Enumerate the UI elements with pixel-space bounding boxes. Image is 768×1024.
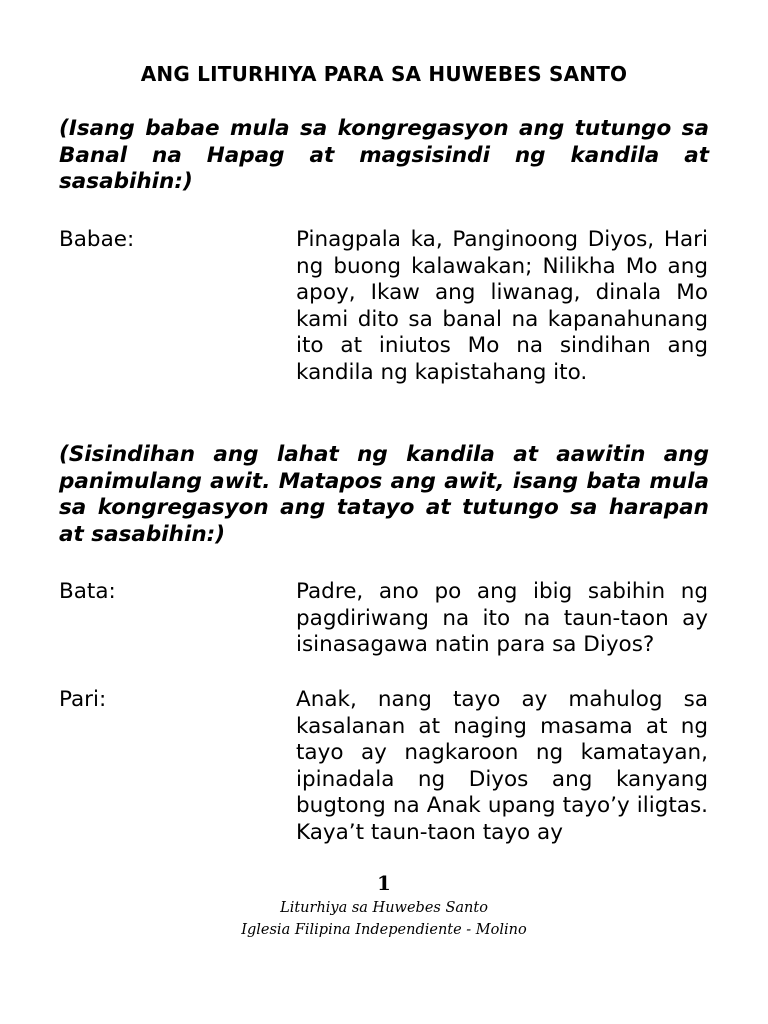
page-number: 1 xyxy=(377,871,391,895)
rubric-instruction-1: (Isang babae mula sa kongregasyon ang tutungo sa Banal na Hapag at magsisindi ng kandila at sasabihin:) xyxy=(59,116,709,194)
footer-title: Liturhiya sa Huwebes Santo xyxy=(280,900,488,916)
speaker-label-bata: Bata: xyxy=(59,579,116,604)
speech-text-bata: Padre, ano po ang ibig sabihin ng pagdiriwang na ito na taun-taon ay isinasagawa natin para sa Diyos? xyxy=(296,579,708,657)
speech-text-babae: Pinagpala ka, Panginoong Diyos, Hari ng buong kalawakan; Nilikha Mo ang apoy, Ikaw ang liwanag, dinala Mo kami dito sa banal na kapanahunang ito at iniutos Mo na sindihan ang kandila ng kapistahang ito. xyxy=(296,227,708,385)
speaker-label-babae: Babae: xyxy=(59,227,135,252)
speech-text-pari: Anak, nang tayo ay mahulog sa kasalanan at naging masama at ng tayo ay nagkaroon ng kamatayan, ipinadala ng Diyos ang kanyang bugtong na Anak upang tayo’y iligtas. Kaya’t taun-taon tayo ay xyxy=(296,687,708,845)
document-title: ANG LITURHIYA PARA SA HUWEBES SANTO xyxy=(140,62,628,86)
footer-organization: Iglesia Filipina Independiente - Molino xyxy=(241,922,527,938)
rubric-instruction-2: (Sisindihan ang lahat ng kandila at aawitin ang panimulang awit. Matapos ang awit, isang bata mula sa kongregasyon ang tatayo at tutungo sa harapan at sasabihin:) xyxy=(59,442,709,547)
speaker-label-pari: Pari: xyxy=(59,687,107,712)
